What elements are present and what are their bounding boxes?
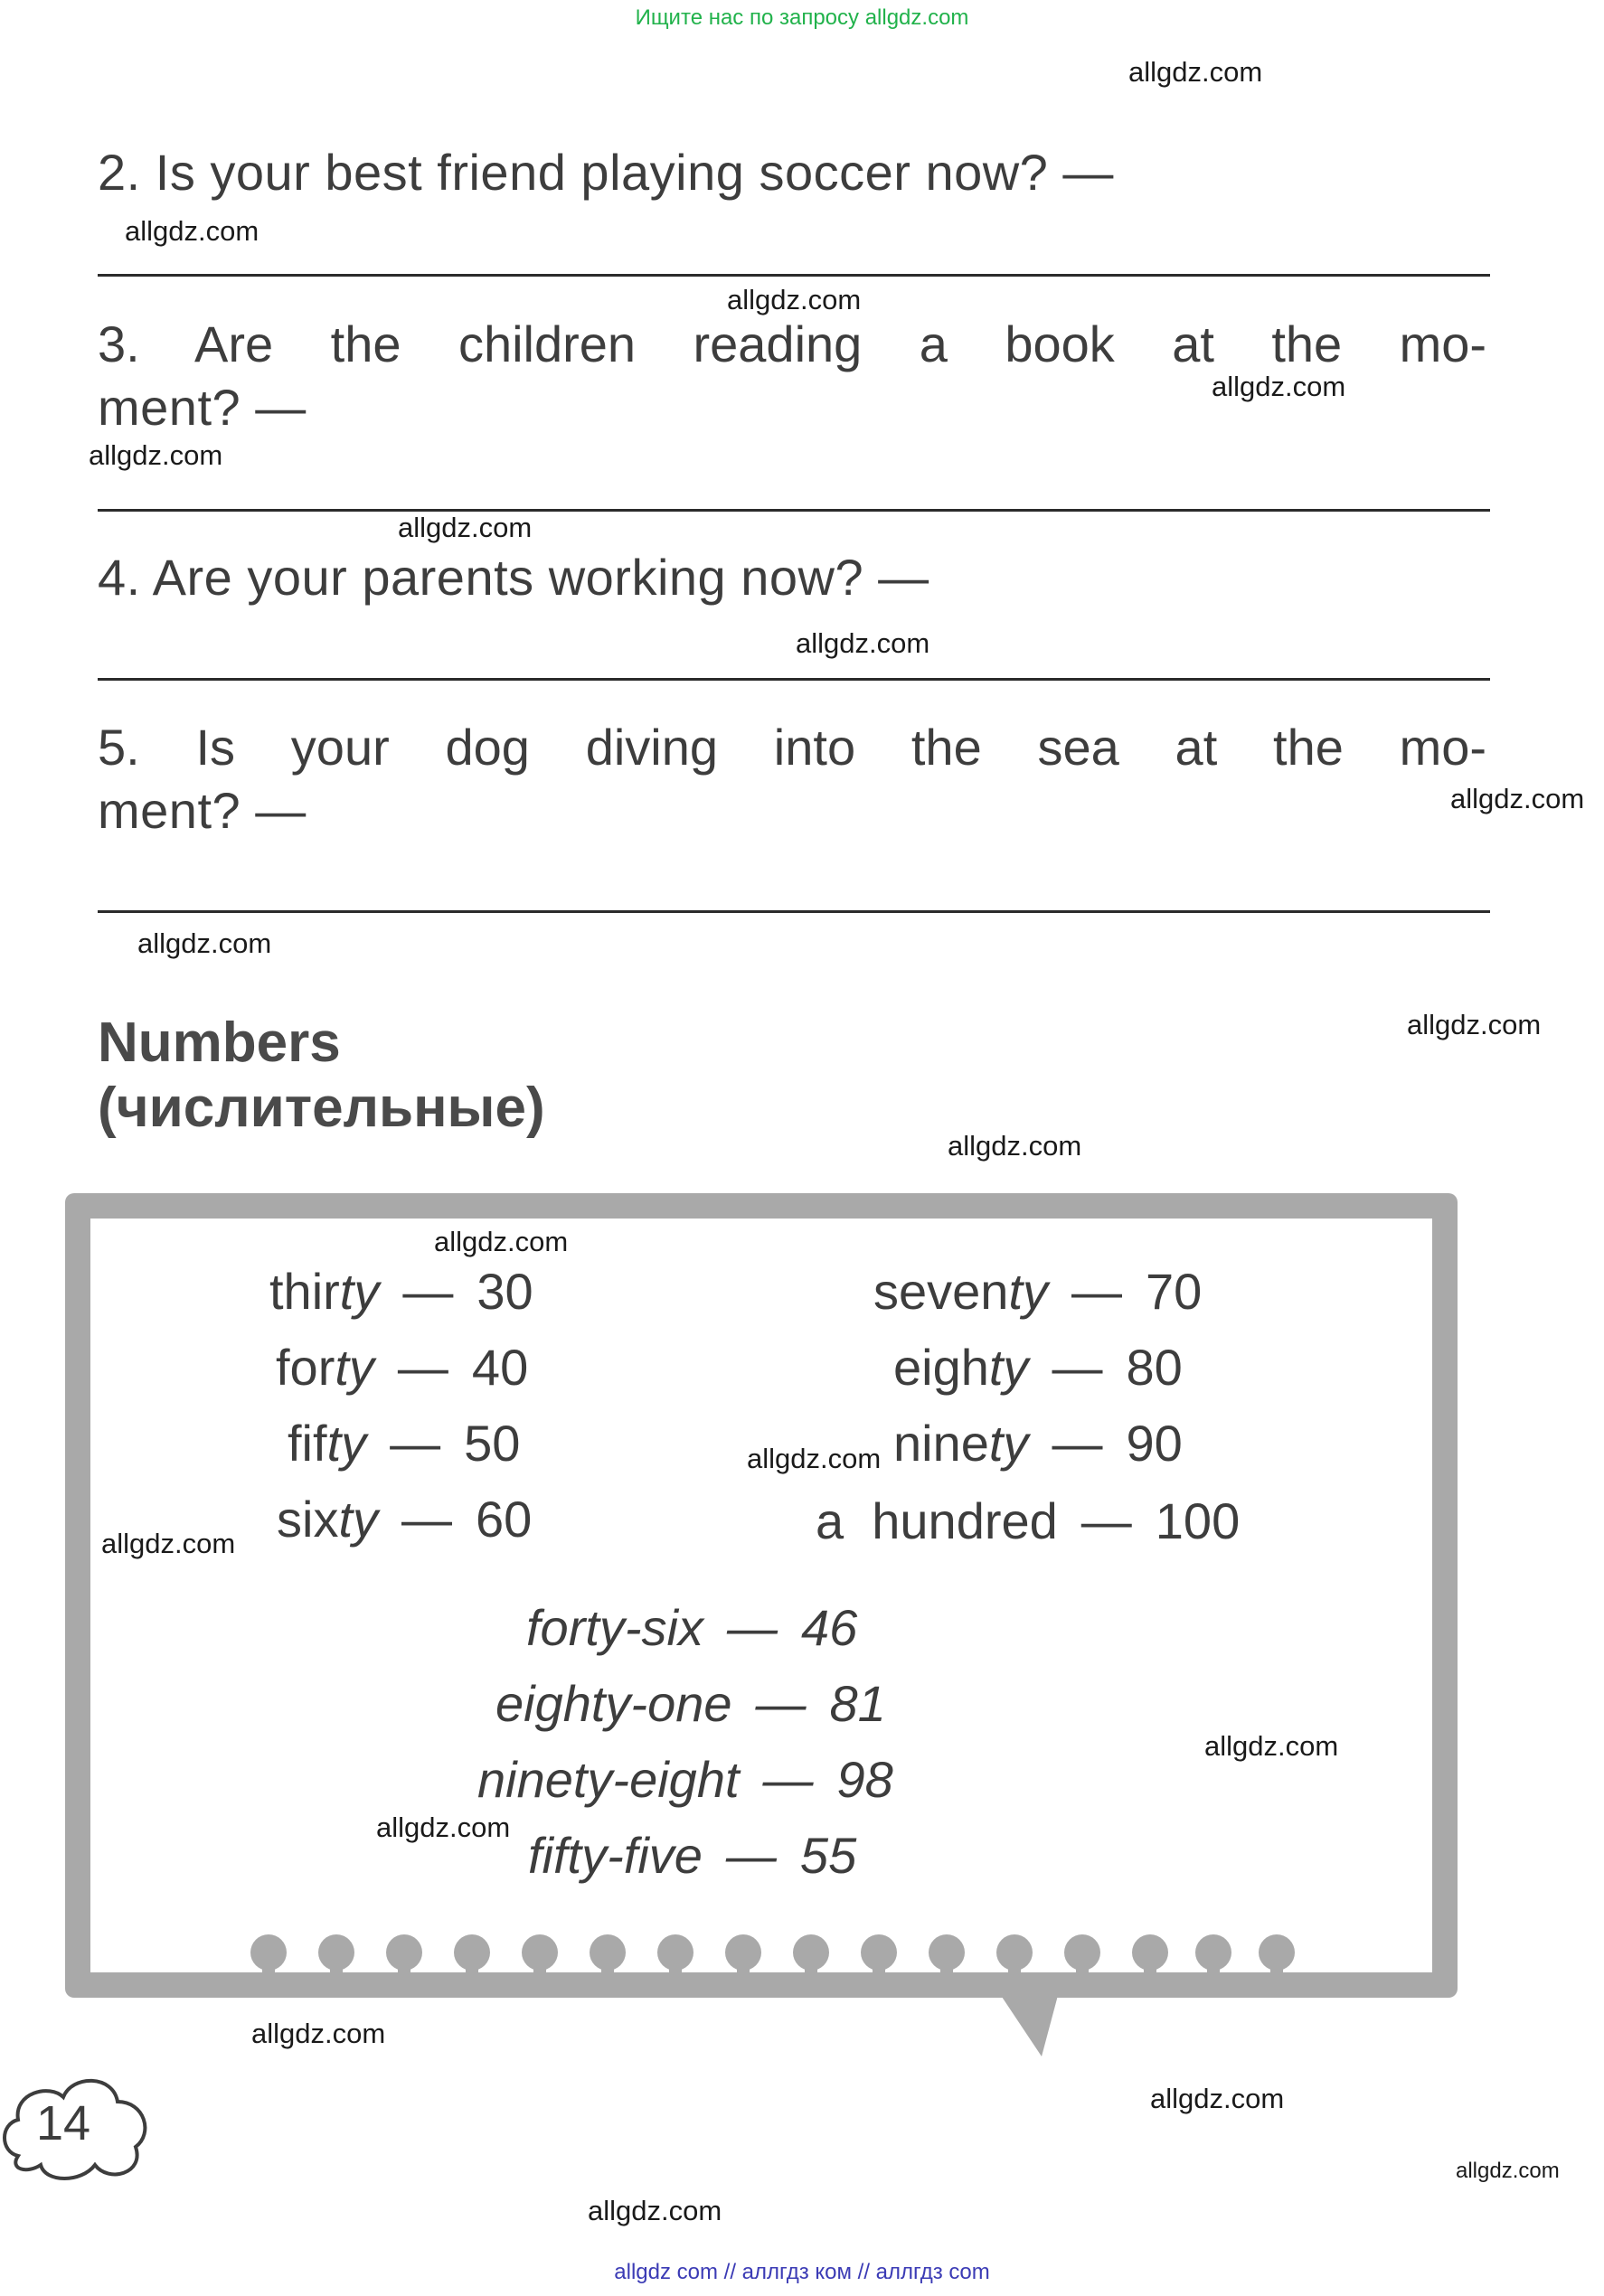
number-row	[893, 1414, 1183, 1473]
decorative-dots	[250, 1934, 1295, 1998]
question-2: 2. Is your best friend playing soccer now? —	[98, 144, 1114, 201]
q5-word: Is	[195, 719, 236, 776]
compound-word: eighty-one	[495, 1675, 732, 1732]
number-word: fif	[288, 1415, 327, 1472]
top-banner: Ищите нас по запросу allgdz.com	[635, 5, 969, 30]
question-4: 4. Are your parents working now? —	[98, 549, 929, 606]
q5-word: at	[1175, 719, 1218, 776]
question-5-line-1	[98, 718, 1486, 776]
compound-example	[526, 1598, 857, 1657]
q5-word: dog	[445, 719, 530, 776]
watermark: allgdz.com	[1450, 783, 1585, 814]
compound-example	[528, 1826, 856, 1885]
watermark: allgdz.com	[1204, 1730, 1339, 1762]
dash: —	[762, 1751, 814, 1808]
watermark: allgdz.com	[1128, 56, 1263, 88]
question-3-line-1	[98, 315, 1486, 373]
q5-word: mo-	[1399, 719, 1487, 776]
answer-line-3	[98, 509, 1490, 512]
dash: —	[401, 1491, 453, 1548]
number-row	[873, 1262, 1202, 1321]
watermark: allgdz.com	[89, 439, 223, 471]
compound-word: ninety-eight	[477, 1751, 740, 1808]
q3-word: Are	[194, 315, 274, 372]
number-word: thir	[269, 1263, 340, 1320]
section-subtitle: (числительные)	[98, 1077, 545, 1139]
dash: —	[725, 1827, 777, 1884]
q5-word: the	[1273, 719, 1344, 776]
number-value: 50	[464, 1415, 521, 1472]
watermark: allgdz.com	[251, 2018, 386, 2049]
question-5-line-2: ment? —	[98, 782, 307, 839]
number-suffix: ty	[988, 1339, 1029, 1396]
dash: —	[1052, 1339, 1103, 1396]
q3-word: a	[919, 315, 948, 372]
q5-word: 5.	[98, 719, 140, 776]
number-value: 90	[1126, 1415, 1183, 1472]
watermark: allgdz.com	[1150, 2083, 1285, 2114]
watermark: allgdz.com	[434, 1226, 569, 1257]
dash: —	[390, 1415, 441, 1472]
dash: —	[397, 1339, 448, 1396]
number-row	[816, 1491, 1240, 1550]
dash: —	[755, 1675, 807, 1732]
compound-value: 46	[801, 1599, 858, 1656]
compound-word: forty-six	[526, 1599, 703, 1656]
number-suffix: ty	[338, 1491, 379, 1548]
compound-word: fifty-five	[528, 1827, 703, 1884]
number-row	[269, 1262, 533, 1321]
dash: —	[1080, 1492, 1132, 1549]
number-word: seven	[873, 1263, 1009, 1320]
number-word: eigh	[893, 1339, 989, 1396]
page-number: 14	[36, 2096, 91, 2150]
number-suffix: ty	[326, 1415, 367, 1472]
number-suffix: ty	[988, 1415, 1029, 1472]
compound-value: 55	[799, 1827, 857, 1884]
dash: —	[402, 1263, 454, 1320]
q3-word: mo-	[1399, 315, 1487, 372]
watermark: allgdz.com	[1212, 371, 1346, 402]
number-row	[276, 1338, 528, 1397]
watermark: allgdz.com	[747, 1443, 882, 1474]
number-suffix: ty	[335, 1339, 374, 1396]
number-suffix: ty	[339, 1263, 380, 1320]
q5-word: the	[911, 719, 982, 776]
compound-example	[495, 1674, 886, 1733]
compound-value: 98	[836, 1751, 893, 1808]
bubble-tail	[996, 1989, 1060, 2056]
number-value: 80	[1126, 1339, 1183, 1396]
number-value: 30	[476, 1263, 533, 1320]
number-word: for	[276, 1339, 335, 1396]
number-word: six	[277, 1491, 339, 1548]
number-value: 100	[1155, 1492, 1241, 1549]
q5-word: diving	[585, 719, 719, 776]
q3-word: the	[1271, 315, 1343, 372]
answer-line-2	[98, 274, 1490, 277]
q3-word: the	[330, 315, 401, 372]
q3-word: at	[1172, 315, 1214, 372]
watermark: allgdz.com	[727, 284, 862, 315]
q5-word: your	[290, 719, 390, 776]
number-row	[893, 1338, 1183, 1397]
q3-word: book	[1005, 315, 1115, 372]
watermark: allgdz.com	[376, 1811, 511, 1843]
watermark: allgdz.com	[1456, 2159, 1560, 2183]
q3-word: 3.	[98, 315, 140, 372]
question-3-line-2: ment? —	[98, 379, 307, 436]
bottom-banner: allgdz com // аллгдз ком // аллгдз com	[614, 2260, 990, 2284]
answer-line-5	[98, 910, 1490, 913]
q5-word: sea	[1037, 719, 1119, 776]
section-title: Numbers	[98, 1012, 341, 1074]
watermark: allgdz.com	[125, 215, 259, 247]
watermark: allgdz.com	[137, 927, 272, 959]
number-word: nine	[893, 1415, 989, 1472]
q3-word: children	[458, 315, 637, 372]
compound-example	[477, 1750, 893, 1809]
dash: —	[1071, 1263, 1122, 1320]
number-value: 60	[476, 1491, 533, 1548]
number-row	[288, 1414, 520, 1473]
answer-line-4	[98, 678, 1490, 681]
number-value: 70	[1146, 1263, 1203, 1320]
q3-word: reading	[693, 315, 863, 372]
number-suffix: ty	[1008, 1263, 1048, 1320]
watermark: allgdz.com	[796, 627, 930, 659]
number-row	[277, 1490, 532, 1548]
watermark: allgdz.com	[101, 1528, 236, 1559]
number-value: 40	[471, 1339, 529, 1396]
watermark: allgdz.com	[948, 1130, 1082, 1162]
q5-word: into	[773, 719, 856, 776]
compound-value: 81	[829, 1675, 886, 1732]
number-word: a hundred	[816, 1492, 1058, 1549]
dash: —	[727, 1599, 778, 1656]
dash: —	[1052, 1415, 1103, 1472]
watermark: allgdz.com	[588, 2195, 722, 2226]
watermark: allgdz.com	[398, 512, 533, 543]
watermark: allgdz.com	[1407, 1009, 1542, 1040]
